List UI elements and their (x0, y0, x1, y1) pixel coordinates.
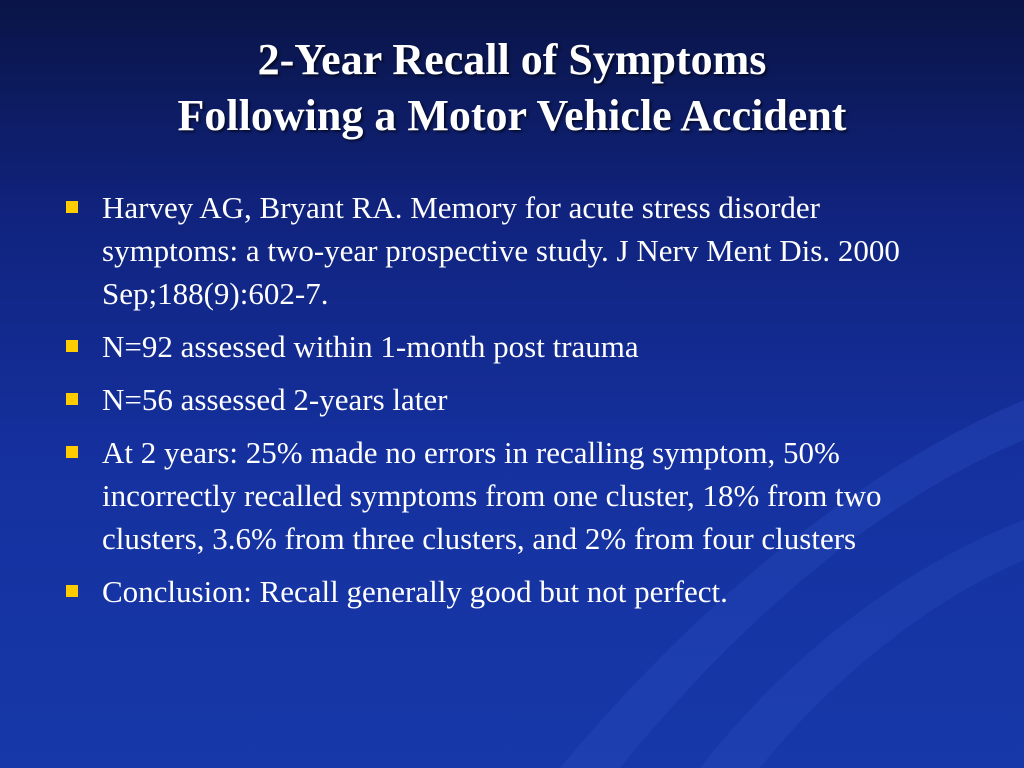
slide-title-line-1: 2-Year Recall of Symptoms (257, 35, 767, 84)
slide-title (40, 32, 984, 144)
bullet-text: At 2 years: 25% made no errors in recalling symptom, 50% incorrectly recalled symptoms from one cluster, 18% from two clusters, 3.6% from three clusters, and 2% from four clusters (102, 435, 882, 556)
square-bullet-icon (66, 340, 78, 352)
bullet-list (60, 186, 960, 623)
square-bullet-icon (66, 585, 78, 597)
bullet-text: Conclusion: Recall generally good but not perfect. (102, 574, 728, 609)
slide-title-line-2: Following a Motor Vehicle Accident (177, 91, 847, 140)
bullet-text: Harvey AG, Bryant RA. Memory for acute stress disorder symptoms: a two-year prospective study. J Nerv Ment Dis. 2000 Sep;188(9):602-7. (102, 190, 900, 311)
square-bullet-icon (66, 446, 78, 458)
square-bullet-icon (66, 201, 78, 213)
bullet-item-results (60, 431, 960, 560)
bullet-item-initial-sample (60, 325, 960, 368)
bullet-item-citation (60, 186, 960, 315)
bullet-text: N=92 assessed within 1-month post trauma (102, 329, 639, 364)
bullet-text: N=56 assessed 2-years later (102, 382, 448, 417)
bullet-item-conclusion (60, 570, 960, 613)
bullet-item-followup-sample (60, 378, 960, 421)
square-bullet-icon (66, 393, 78, 405)
